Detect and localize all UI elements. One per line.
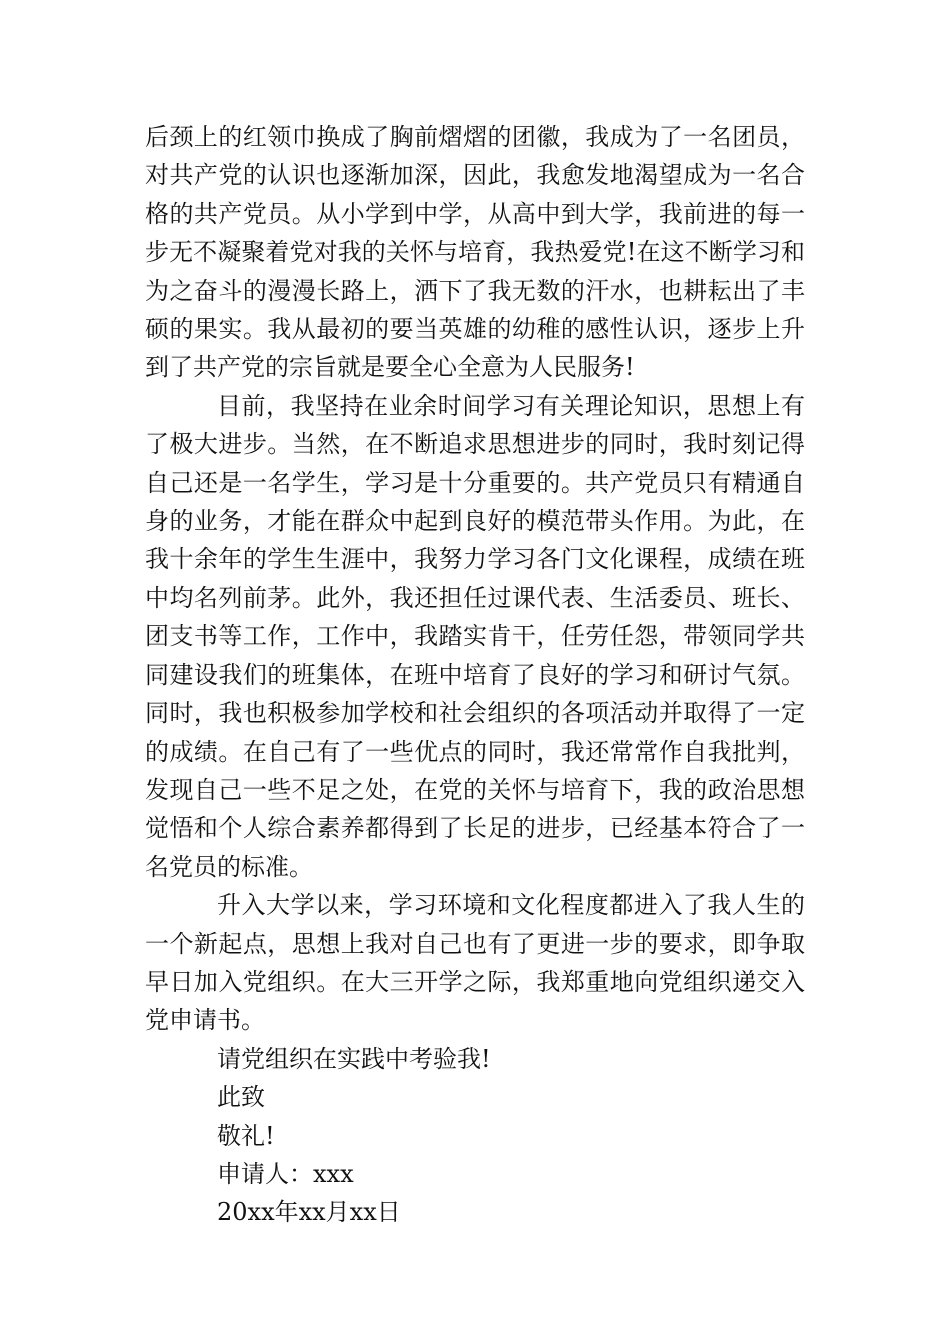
closing-regards: 敬礼! bbox=[217, 1121, 275, 1150]
letter-body bbox=[145, 118, 805, 1232]
letter-date: 20xx年xx月xx日 bbox=[217, 1198, 401, 1227]
paragraph-continued: 后颈上的红领巾换成了胸前熠熠的团徽，我成为了一名团员，对共产党的认识也逐渐加深，因此，我愈发地渴望成为一名合格的共产党员。从小学到中学，从高中到大学，我前进的每一步无不凝聚着党对我的关怀与培育，我热爱党!在这不断学习和为之奋斗的漫漫长路上，洒下了我无数的汗水，也耕耘出了丰硕的果实。我从最初的要当英雄的幼稚的感性认识，逐步上升到了共产党的宗旨就是要全心全意为人民服务! bbox=[145, 123, 805, 382]
paragraph-university: 升入大学以来，学习环境和文化程度都进入了我人生的一个新起点，思想上我对自己也有了更进一步的要求，即争取早日加入党组织。在大三开学之际，我郑重地向党组织递交入党申请书。 bbox=[145, 891, 805, 1035]
closing-request: 请党组织在实践中考验我! bbox=[217, 1044, 491, 1073]
paragraph-current-study: 目前，我坚持在业余时间学习有关理论知识，思想上有了极大进步。当然，在不断追求思想进步的同时，我时刻记得自己还是一名学生，学习是十分重要的。共产党员只有精通自身的业务，才能在群众中起到良好的模范带头作用。为此，在我十余年的学生生涯中，我努力学习各门文化课程，成绩在班中均名列前茅。此外，我还担任过课代表、生活委员、班长、团支书等工作，工作中，我踏实肯干，任劳任怨，带领同学共同建设我们的班集体，在班中培育了良好的学习和研讨气氛。同时，我也积极参加学校和社会组织的各项活动并取得了一定的成绩。在自己有了一些优点的同时，我还常常作自我批判，发现自己一些不足之处，在党的关怀与培育下，我的政治思想觉悟和个人综合素养都得到了长足的进步，已经基本符合了一名党员的标准。 bbox=[145, 391, 805, 881]
closing-salutation: 此致 bbox=[217, 1083, 265, 1112]
applicant-signature: 申请人：xxx bbox=[217, 1159, 354, 1188]
